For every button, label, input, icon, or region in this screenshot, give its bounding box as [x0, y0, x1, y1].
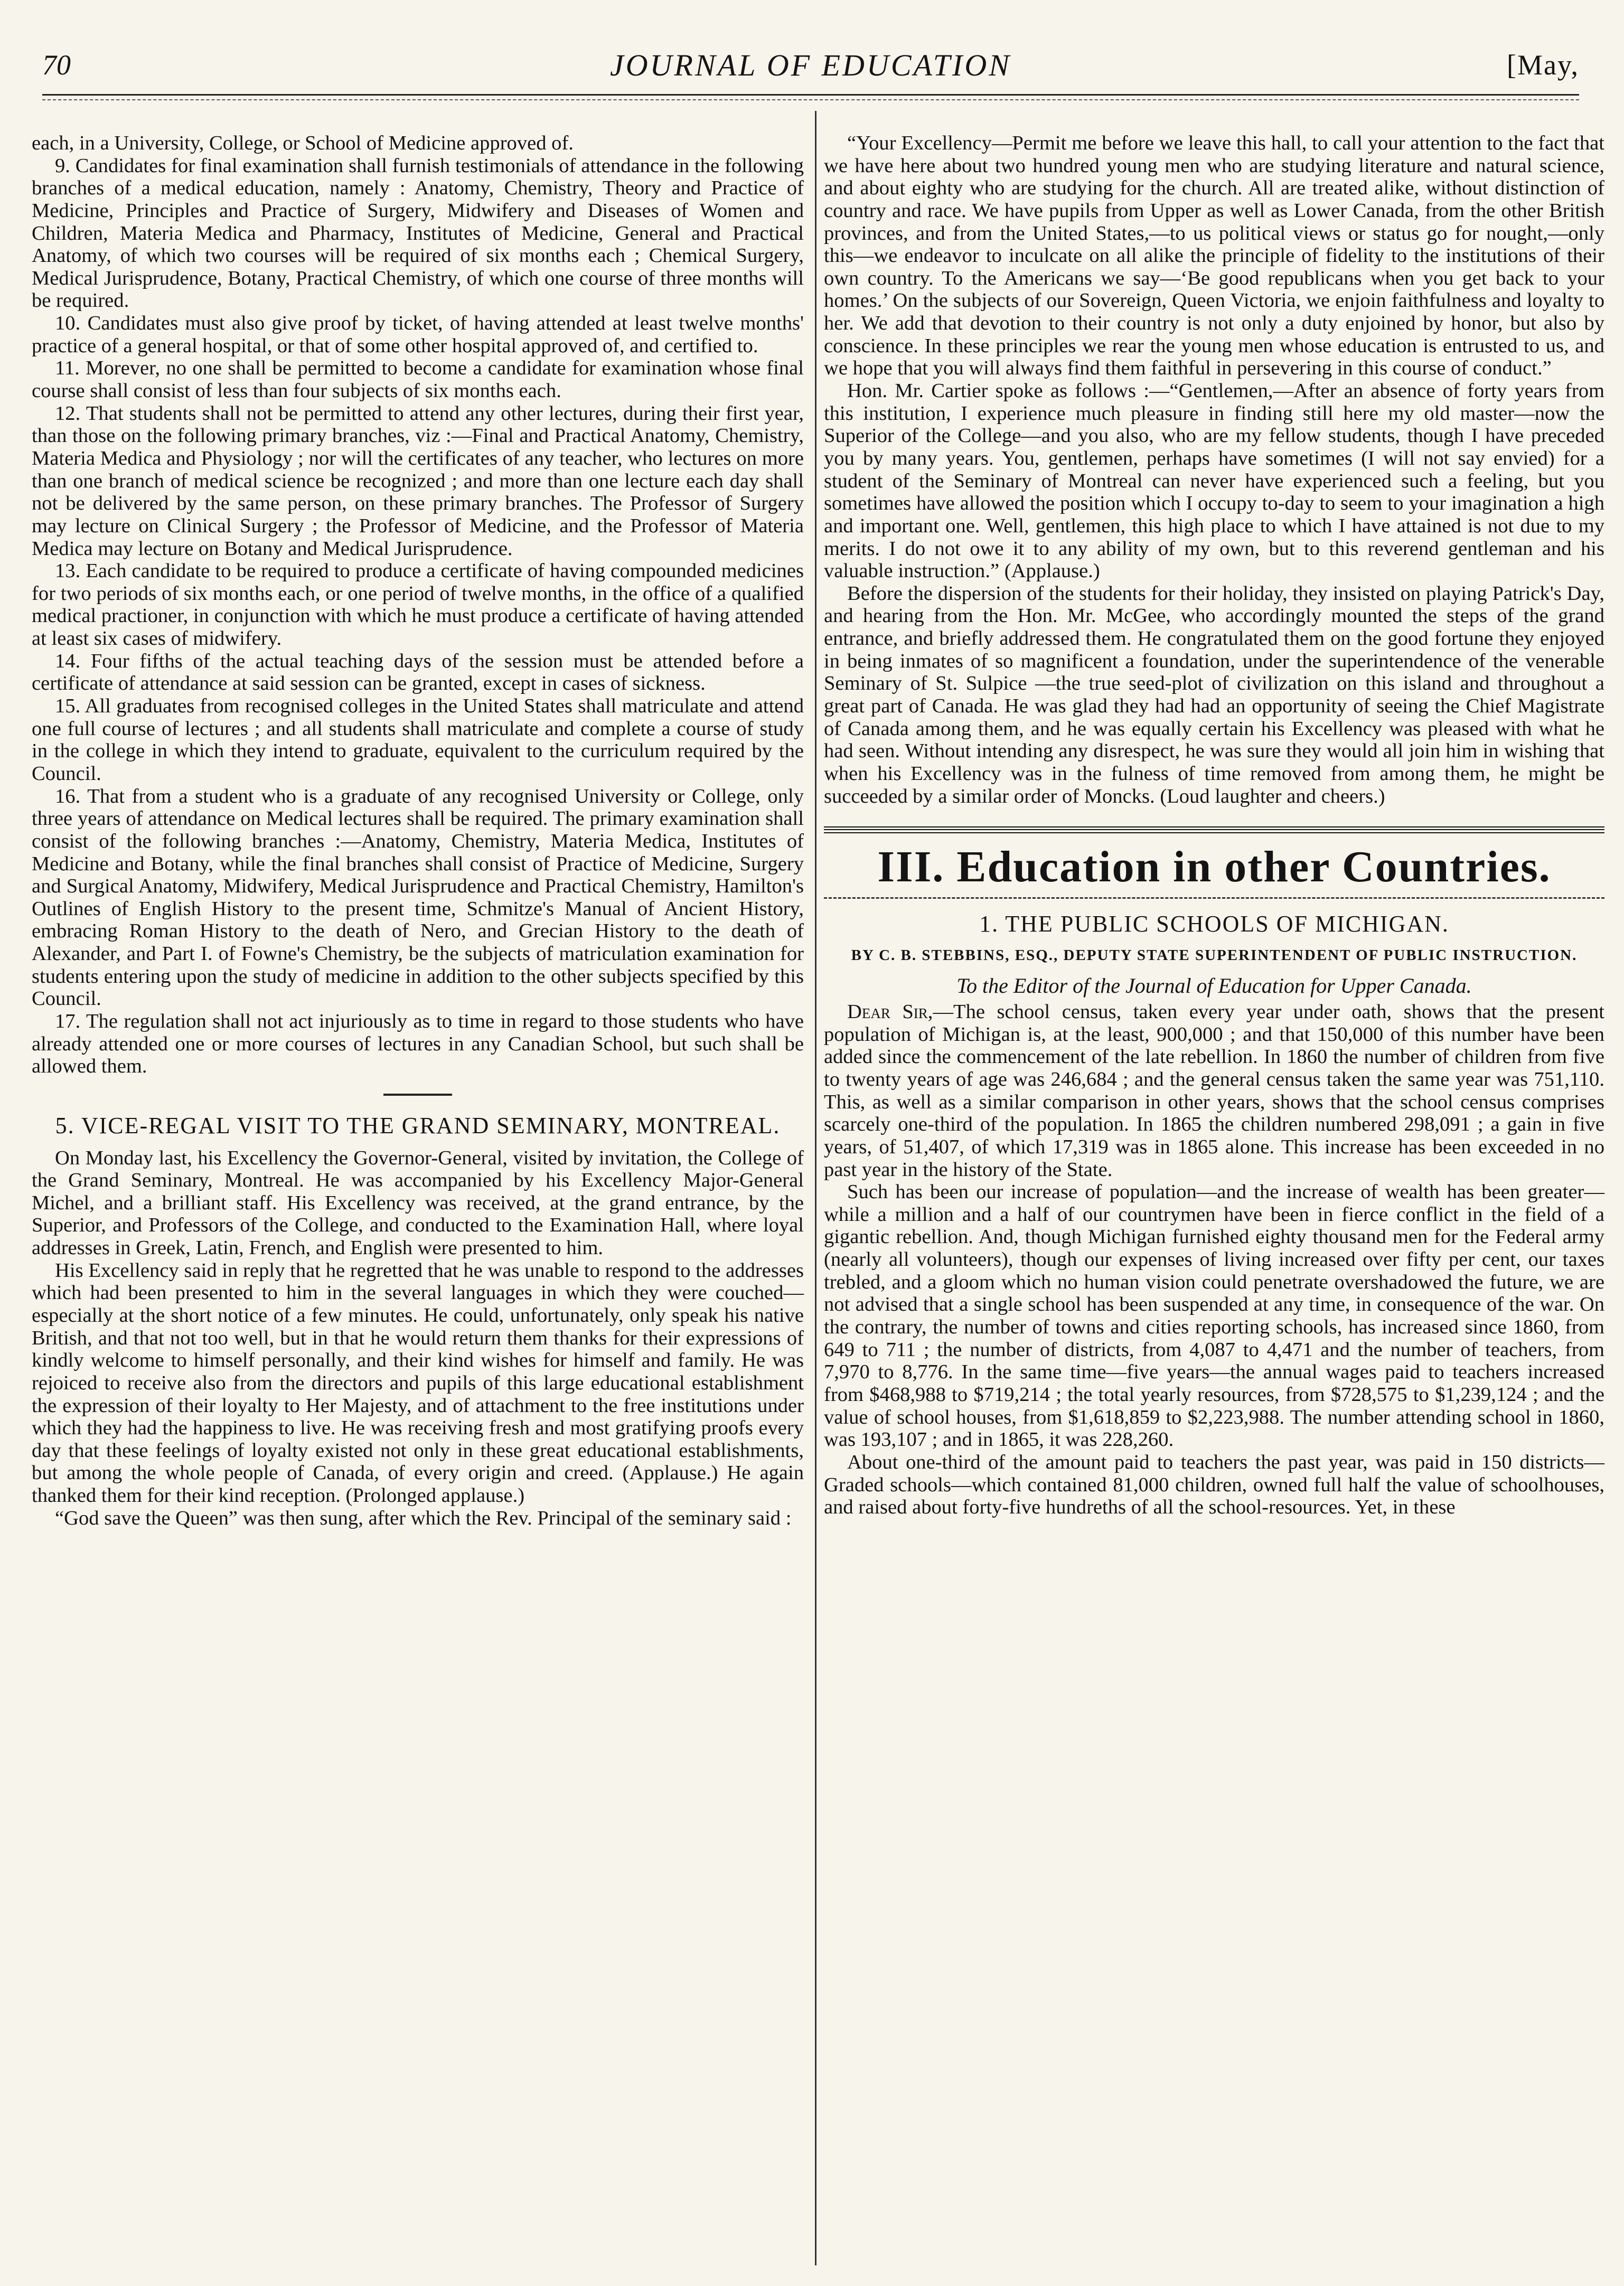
header-dashed-rule	[42, 99, 1579, 100]
paragraph: “God save the Queen” was then sung, after which the Rev. Principal of the seminary said :	[55, 1507, 792, 1529]
regulation-9: 9. Candidates for final examination shall furnish testimonials of attendance in the following branches of a medical education, namely : Anatomy, Chemistry, Theory and Practice of Medicine, Principles and Practice of Surgery, Midwifery and Diseases of Women and Children, Materia Medica and Pharmacy, Institutes of Medicine, General and Practical Anatomy, of which two courses will be required of six months each ; Chemical Surgery, Medical Jurisprudence, Botany, Practical Chemistry, of which one course of three months will be required.	[32, 154, 804, 312]
regulation-13: 13. Each candidate to be required to produce a certificate of having compounded medicines for two periods of six months each, or one period of twelve months, in the office of a qualified medical practioner, in conjunction with which he must produce a certificate of having attended at least six cases of midwifery.	[32, 560, 804, 650]
subsection-title: 1. THE PUBLIC SCHOOLS OF MICHIGAN.	[979, 911, 1449, 937]
issue-month: [May,	[1507, 49, 1579, 81]
section-double-rule	[824, 826, 1604, 833]
section-heading: III. Education in other Countries.	[877, 842, 1551, 892]
salutation: Dear Sir,	[847, 1001, 933, 1023]
section-title: 5. VICE-REGAL VISIT TO THE GRAND SEMINARY, MONTREAL.	[55, 1112, 781, 1139]
paragraph: On Monday last, his Excellency the Governor-General, visited by invitation, the College of the Grand Seminary, Montreal. He was accompanied by his Excellency Major-General Michel, and a brilliant staff. His Excellency was received, at the grand entrance, by the Superior, and Professors of the College, and conducted to the Examination Hall, where loyal addresses in Greek, Latin, French, and English were presented to him.	[32, 1146, 804, 1259]
page-number: 70	[42, 49, 71, 81]
paragraph: Hon. Mr. Cartier spoke as follows :—“Gentlemen,—After an absence of forty years from this institution, I experience much pleasure in finding still here my old master—now the Superior of the College—and you also, who are my fellow students, though I have preceded you by many years. You, gentlemen, perhaps have sometimes (I will not say envied) for a student of the Seminary of Montreal can never have experienced such a feeling, but you sometimes have allowed the position which I occupy to-day to seem to your imagination a high and important one. Well, gentlemen, this high place to which I have attained is not due to my merits. I do not owe it to any ability of my own, but to this reverend gentleman and his valuable instruction.” (Applause.)	[824, 380, 1604, 582]
article-byline: BY C. B. STEBBINS, ESQ., DEPUTY STATE SUPERINTENDENT OF PUBLIC INSTRUCTION.	[851, 946, 1578, 964]
regulation-17: 17. The regulation shall not act injuriously as to time in regard to those students who have already attended one or more courses of lectures in any Canadian School, but such shall be allowed them.	[32, 1010, 804, 1078]
column-divider	[815, 111, 816, 2265]
paragraph: “Your Excellency—Permit me before we leave this hall, to call your attention to the fact that we have here about two hundred young men who are studying literature and natural science, and about eighty who are studying for the church. All are treated alike, without distinction of country and race. We have pupils from Upper as well as Lower Canada, from the other British provinces, and from the United States,—to us political views or status go for nought,—only this—we endeavor to inculcate on all alike the principle of fidelity to the institutions of their own country. To the Americans we say—‘Be good republicans when you get back to your homes.’ On the subjects of our Sovereign, Queen Victoria, we enjoin faithfulness and loyalty to her. We add that devotion to their country is not only a duty enjoined by honor, but also by conscience. In these principles we rear the young men whose education is entrusted to us, and we hope that you will always find them faithful in persevering in this course of conduct.”	[824, 132, 1604, 380]
regulation-12: 12. That students shall not be permitted to attend any other lectures, during their first year, than those on the following primary branches, viz :—Final and Practical Anatomy, Chemistry, Materia Medica and Physiology ; nor will the certificates of any teacher, who lectures on more than one branch of medical science be recognized ; and more than one lecture each day shall not be delivered by the same person, on these primary branches. The Professor of Surgery may lecture on Clinical Surgery ; the Professor of Medicine, and the Professor of Materia Medica may lecture on Botany and Medical Jurisprudence.	[32, 402, 804, 560]
paragraph: each, in a University, College, or School of Medicine approved of.	[32, 132, 574, 154]
paragraph: About one-third of the amount paid to teachers the past year, was paid in 150 districts—Graded schools—which contained 81,000 children, owned full half the value of schoolhouses, and raised about forty-five hundreths of all the school-resources. Yet, in these	[824, 1451, 1604, 1519]
left-column	[32, 132, 804, 1529]
paragraph: Such has been our increase of population—and the increase of wealth has been greater—while a million and a half of our countrymen have been in fierce conflict in the field of a gigantic rebellion. And, though Michigan furnished eighty thousand men for the Federal army (nearly all volunteers), though our expenses of living increased over fifty per cent, our taxes trebled, and a gloom which no human vision could penetrate overshadowed the future, we are not advised that a single school has been suspended at any time, in consequence of the war. On the contrary, the number of towns and cities reporting schools, has increased since 1860, from 649 to 711 ; the number of districts, from 4,087 to 4,471 and the number of teachers, from 7,970 to 8,776. In the same time—five years—the annual wages paid to teachers increased from $468,988 to $719,214 ; the total yearly resources, from $728,575 to $1,239,124 ; and the value of school houses, from $1,618,859 to $2,223,988. The number attending school in 1860, was 193,107 ; and in 1865, it was 228,260.	[824, 1181, 1604, 1451]
heading-wavy-rule	[824, 897, 1604, 899]
journal-title: JOURNAL OF EDUCATION	[610, 48, 1011, 82]
header-rule	[42, 94, 1579, 96]
paragraph: Before the dispersion of the students for their holiday, they insisted on playing Patrick's Day, and hearing from the Hon. Mr. McGee, who accordingly mounted the steps of the grand entrance, and briefly addressed them. He congratulated them on the good fortune they enjoyed in being inmates of so magnificent a foundation, under the superintendence of the venerable Seminary of St. Sulpice —the true seed-plot of civilization on this island and throughout a great part of Canada. He was glad they had had an opportunity of seeing the Chief Magistrate of Canada among them, and he was equally certain his Excellency was pleased with what he had seen. Without intending any disrespect, he was sure they would all join him in wishing that when his Excellency was in the fulness of time removed from among them, he might be succeeded by a similar order of Moncks. (Loud laughter and cheers.)	[824, 582, 1604, 807]
right-column	[824, 132, 1604, 1519]
dedication: To the Editor of the Journal of Education for Upper Canada.	[956, 973, 1472, 998]
section-separator	[383, 1094, 452, 1096]
regulation-15: 15. All graduates from recognised colleges in the United States shall matriculate and attend one full course of lectures ; and all students shall matriculate and complete a course of study in the college in which they intend to graduate, equivalent to the curriculum required by the Council.	[32, 695, 804, 785]
paragraph-text: —The school census, taken every year under oath, shows that the present population of Michigan is, at the least, 900,000 ; and that 150,000 of this number have been added since the commencement of the late rebellion. In 1860 the number of children from five to twenty years of age was 246,684 ; and the general census taken the same year was 751,110. This, as well as a similar comparison in other years, shows that the school census comprises scarcely one-third of the population. In 1865 the children numbered 298,091 ; a gain in five years, of 51,407, of which 17,319 was in 1865 alone. This increase has been exceeded in no past year in the history of the State.	[824, 1001, 1605, 1181]
regulation-14: 14. Four fifths of the actual teaching days of the session must be attended before a certificate of attendance at said session can be granted, except in cases of sickness.	[32, 650, 804, 695]
regulation-11: 11. Morever, no one shall be permitted to become a candidate for examination whose final course shall consist of less than four subjects of six months each.	[32, 357, 804, 402]
regulation-16: 16. That from a student who is a graduate of any recognised University or College, only three years of attendance on Medical lectures shall be required. The primary examination shall consist of the following branches :—Anatomy, Chemistry, Materia Medica, Institutes of Medicine and Botany, while the final branches shall consist of Practice of Medicine, Surgery and Surgical Anatomy, Midwifery, Medical Jurisprudence and Practical Chemistry, Hamilton's Outlines of English History to the present time, Schmitze's Manual of Ancient History, embracing Roman History to the death of Nero, and Grecian History to the death of Alexander, and Part I. of Fowne's Chemistry, be the subjects of matriculation examination for students entering upon the study of medicine in addition to the other subjects specified by this Council.	[32, 785, 804, 1010]
paragraph: His Excellency said in reply that he regretted that he was unable to respond to the addresses which had been presented to him in the several languages in which they were couched—especially at the short notice of a few minutes. He could, unfortunately, only speak his native British, and that not too well, but in that he would return them thanks for their expressions of kindly welcome to himself personally, and their kind wishes for himself and family. He was rejoiced to receive also from the directors and pupils of this large educational establishment the expression of their loyalty to Her Majesty, and of attachment to the free institutions under which they had the happiness to live. He was receiving fresh and most gratifying proofs every day that these feelings of loyalty existed not only in these great educational establishments, but among the whole people of Canada, of every origin and creed. (Applause.) He again thanked them for their kind reception. (Prolonged applause.)	[32, 1259, 804, 1507]
running-header	[42, 43, 1579, 91]
regulation-10: 10. Candidates must also give proof by ticket, of having attended at least twelve months' practice of a general hospital, or that of some other hospital approved of, and certified to.	[32, 312, 804, 357]
paragraph	[824, 1001, 1604, 1181]
